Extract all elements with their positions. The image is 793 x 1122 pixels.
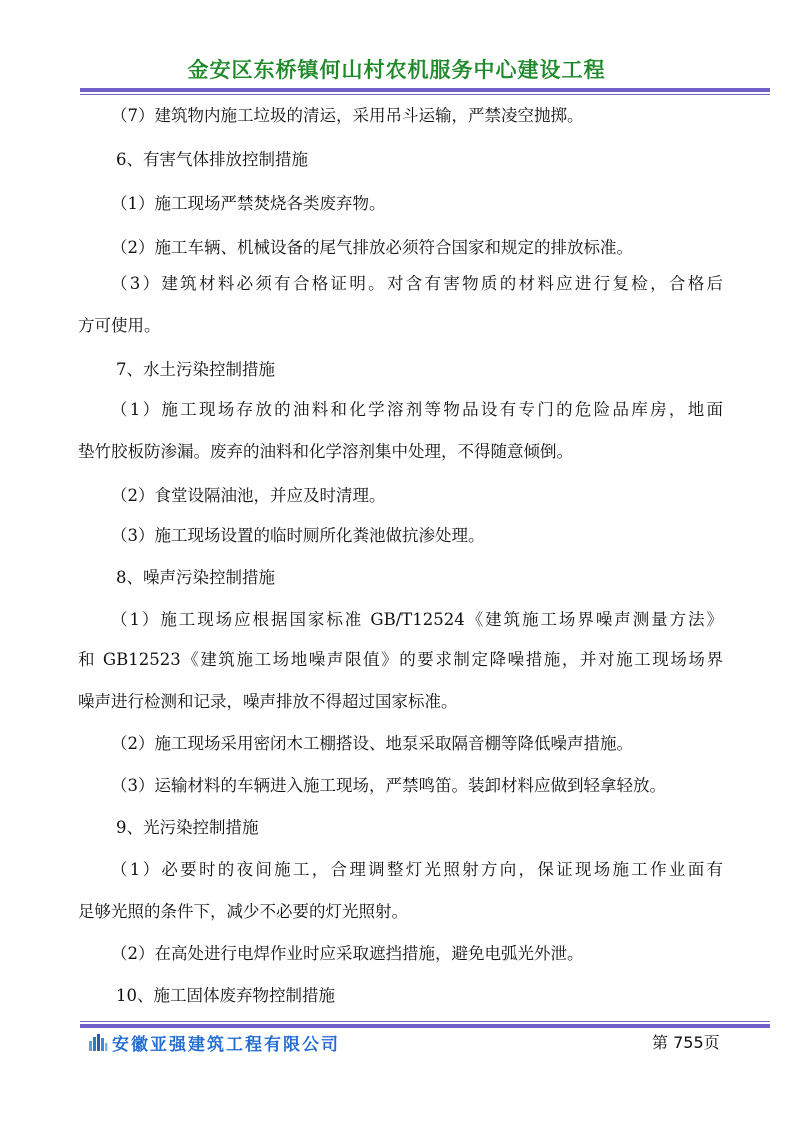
section-heading: 10、施工固体废弃物控制措施 [116, 986, 335, 1005]
footer-rule-thin [80, 1021, 770, 1022]
section-heading: 6、有害气体排放控制措施 [116, 150, 308, 169]
paragraph: （1）必要时的夜间施工，合理调整灯光照射方向，保证现场施工作业面有 [111, 860, 723, 879]
paragraph: （3）建筑材料必须有合格证明。对含有害物质的材料应进行复检，合格后 [111, 274, 723, 293]
section-heading: 9、光污染控制措施 [116, 818, 259, 837]
section-heading: 8、噪声污染控制措施 [116, 568, 275, 587]
paragraph: （2）食堂设隔油池，并应及时清理。 [111, 486, 386, 505]
footer-rule-thick [80, 1024, 770, 1028]
paragraph-continuation: 垫竹胶板防渗漏。废弃的油料和化学溶剂集中处理，不得随意倾倒。 [78, 442, 573, 461]
paragraph-continuation: 和 GB12523《建筑施工场地噪声限值》的要求制定降噪措施，并对施工现场场界 [78, 650, 723, 669]
header-rule-thick [80, 88, 770, 92]
header-rule-thin [80, 94, 770, 95]
section-heading: 7、水土污染控制措施 [116, 360, 275, 379]
footer-company-name: 安徽亚强建筑工程有限公司 [112, 1035, 340, 1055]
company-logo-icon [88, 1032, 108, 1052]
paragraph: （3）施工现场设置的临时厕所化粪池做抗渗处理。 [111, 526, 485, 545]
paragraph: （2）在高处进行电焊作业时应采取遮挡措施，避免电弧光外泄。 [111, 944, 584, 963]
paragraph: （1）施工现场存放的油料和化学溶剂等物品设有专门的危险品库房，地面 [111, 400, 723, 419]
footer-page-number: 第 755页 [652, 1033, 720, 1052]
paragraph-continuation: 噪声进行检测和记录，噪声排放不得超过国家标准。 [78, 692, 458, 711]
paragraph: （2）施工现场采用密闭木工棚搭设、地泵采取隔音棚等降低噪声措施。 [111, 734, 633, 753]
paragraph: （7）建筑物内施工垃圾的清运，采用吊斗运输，严禁凌空抛掷。 [111, 106, 584, 125]
paragraph: （2）施工车辆、机械设备的尾气排放必须符合国家和规定的排放标准。 [111, 238, 633, 257]
paragraph-continuation: 方可使用。 [78, 316, 161, 335]
paragraph: （1）施工现场严禁焚烧各类废弃物。 [111, 194, 386, 213]
page-header-title: 金安区东桥镇何山村农机服务中心建设工程 [187, 58, 606, 82]
paragraph: （1）施工现场应根据国家标准 GB/T12524《建筑施工场界噪声测量方法》 [111, 610, 723, 629]
paragraph-continuation: 足够光照的条件下，减少不必要的灯光照射。 [78, 902, 408, 921]
paragraph: （3）运输材料的车辆进入施工现场，严禁鸣笛。装卸材料应做到轻拿轻放。 [111, 776, 666, 795]
